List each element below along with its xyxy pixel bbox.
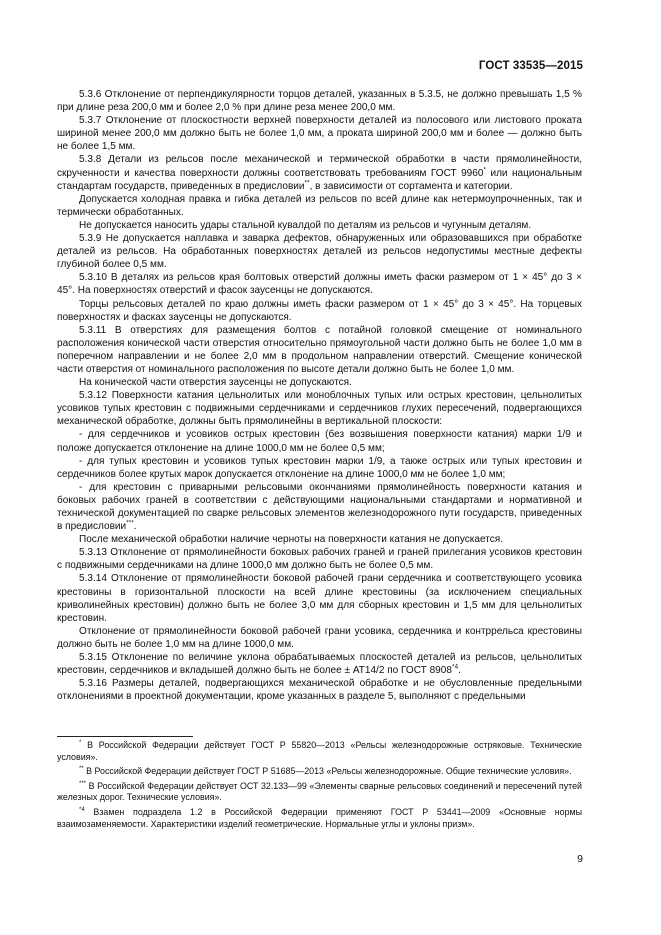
footnote-mark-4: *4 bbox=[79, 807, 85, 813]
document-code-header: ГОСТ 33535—2015 bbox=[478, 60, 583, 72]
footnote-4-text: Взамен подраздела 1.2 в Российской Федерации применяют ГОСТ Р 53441—2009 «Основные нормы взаимозаменяемости. Характеристики изделий геометрические. Нормальные углы и уклоны призм». bbox=[57, 806, 582, 829]
paragraph-5-3-7: 5.3.7 Отклонение от плоскостности верхней поверхности деталей из полосового или листового проката шириной менее 200,0 мм должно быть не более 1,0 мм, а проката шириной 200,0 мм и более — должно быть не более 1,5 мм. bbox=[57, 115, 582, 153]
paragraph-5-3-6: 5.3.6 Отклонение от перпендикулярности торцов деталей, указанных в 5.3.5, не должно превышать 1,5 % при длине реза 200,0 мм и более 2,0 % при длине реза менее 200,0 мм. bbox=[57, 89, 582, 114]
paragraph-5-3-8-part-1: 5.3.8 Детали из рельсов после механической и термической обработки в части прямолинейности, скрученности и качества поверхности должны соответствовать требованиям ГОСТ 9960 bbox=[57, 154, 582, 179]
footnote-divider bbox=[57, 736, 193, 737]
footnote-ref-4: *4 bbox=[451, 663, 459, 671]
footnote-ref-2: ** bbox=[304, 179, 310, 187]
footnote-mark-1: * bbox=[79, 740, 82, 747]
paragraph-no-hammer-strikes: Не допускается наносить удары стальной кувалдой по деталям из рельсов и чугунным деталям. bbox=[79, 219, 532, 231]
paragraph-conical-burrs: На конической части отверстия заусенцы не допускаются. bbox=[79, 377, 352, 389]
footnote-2-text: В Российской Федерации действует ГОСТ Р 51685—2013 «Рельсы железнодорожные. Общие технические условия». bbox=[86, 766, 572, 777]
footnote-mark-2: ** bbox=[79, 766, 84, 773]
paragraph-no-blackness: После механической обработки наличие черноты на поверхности катания не допускается. bbox=[79, 534, 503, 546]
paragraph-5-3-8 bbox=[57, 153, 582, 192]
document-body bbox=[57, 88, 582, 703]
paragraph-5-3-14: 5.3.14 Отклонение от прямолинейности боковой рабочей грани сердечника и соответствующего усовика крестовины в горизонтальной плоскости на всей длине крестовины (за исключением специальных криволинейных крестовин) должно быть не более 3,0 мм для сборных крестовин и 1,5 мм для цельнолитых крестовин. bbox=[57, 573, 582, 624]
footnote-3 bbox=[57, 781, 582, 804]
footnote-4 bbox=[57, 807, 582, 830]
footnote-ref-3: *** bbox=[126, 519, 134, 527]
list-item-blunt-frogs: - для тупых крестовин и усовиков тупых крестовин марки 1/9, а также острых или тупых крестовин и сердечников более крутых марок допускается отклонение на длине 1000,0 мм не более 1,0 мм; bbox=[57, 455, 582, 480]
paragraph-5-3-12: 5.3.12 Поверхности катания цельнолитых или моноблочных тупых или острых крестовин, цельнолитых усовиков тупых крестовин с подвижными сердечниками и сердечников глухих пересечений, подвергающихся механической обработке, должны быть прямолинейны в вертикальной плоскости: bbox=[57, 390, 582, 428]
footnote-mark-3: *** bbox=[79, 780, 87, 787]
paragraph-5-3-15: 5.3.15 Отклонение по величине уклона обрабатываемых плоскостей деталей из рельсов, цельнолитых крестовин, сердечников и вкладышей должно быть не более ± АТ14/2 по ГОСТ 8908$^{*4}$. bbox=[57, 652, 582, 677]
paragraph-5-3-13: 5.3.13 Отклонение от прямолинейности боковых рабочих граней и граней прилегания усовиков крестовин с подвижными сердечниками на длине 1000,0 мм должно быть не более 0,5 мм. bbox=[57, 547, 582, 572]
footnote-1 bbox=[57, 740, 582, 763]
paragraph-5-3-16: 5.3.16 Размеры деталей, подвергающихся механической обработке и не обусловленные предельными отклонениями в проектной документации, кроме указанных в разделе 5, выполняют с предельными bbox=[57, 678, 582, 703]
paragraph-side-face-straightness: Отклонение от прямолинейности боковой рабочей грани усовика, сердечника и контррельса крестовины должно быть не более 1,0 мм на длине 1000,0 мм. bbox=[57, 625, 582, 650]
footnote-ref-1: * bbox=[483, 166, 486, 174]
page-number: 9 bbox=[577, 853, 583, 865]
list-item-welded-frogs-text: - для крестовин с приварными рельсовыми окончаниями прямолинейность поверхности катания и боковых рабочих граней в соответствии с действующими национальными стандартами и нормативной и технической документацией по сварке рельсовых элементов железнодорожного пути государств, приведенных в предисловии bbox=[57, 481, 582, 533]
footnotes bbox=[57, 740, 582, 833]
paragraph-5-3-8-part-2: или национальным стандартам государств, приведенных в предисловии bbox=[57, 167, 582, 192]
paragraph-cold-straightening: Допускается холодная правка и гибка деталей из рельсов по всей длине как нетермоупрочненных, так и термически обработанных. bbox=[57, 193, 582, 218]
list-item-sharp-frogs: - для сердечников и усовиков острых крестовин (без возвышения поверхности катания) марки 1/9 и положе допускается отклонение на длине 1000,0 мм не более 0,5 мм; bbox=[57, 429, 582, 454]
paragraph-5-3-10: 5.3.10 В деталях из рельсов края болтовых отверстий должны иметь фаски размером от 1 × 45° до 3 × 45°. На поверхностях отверстий и фасок заусенцы не допускаются. bbox=[57, 272, 582, 297]
list-item-welded-frogs: - для крестовин с приварными рельсовыми окончаниями прямолинейность поверхности катания и боковых рабочих граней в соответствии с действующими национальными стандартами и нормативной и технической документацией по сварке рельсовых элементов железнодорожного пути государств, приведенных в предисловии***. bbox=[57, 481, 582, 533]
footnote-3-text: В Российской Федерации действует ОСТ 32.133—99 «Элементы сварные рельсовых соединений и пересечений путей железных дорог. Технические условия». bbox=[57, 780, 583, 803]
paragraph-5-3-15-text: 5.3.15 Отклонение по величине уклона обрабатываемых плоскостей деталей из рельсов, цельнолитых крестовин, сердечников и вкладышей должно быть не более ± АТ14/2 по ГОСТ 8908 bbox=[57, 652, 582, 677]
paragraph-5-3-11: 5.3.11 В отверстиях для размещения болтов с потайной головкой смещение от номинального расположения конической части отверстия относительно прямоугольной части должно быть не более 1,0 мм в поперечном направлении и не более 2,0 мм в продольном направлении отверстий. Смещение конической части отверстия от номинального расположения по высоте детали должно быть не более 1,0 мм. bbox=[57, 324, 582, 375]
paragraph-5-3-8-part-3: , в зависимости от сортамента и категории. bbox=[309, 180, 513, 192]
footnote-2 bbox=[57, 766, 582, 778]
paragraph-end-chamfers: Торцы рельсовых деталей по краю должны иметь фаски размером от 1 × 45° до 3 × 45°. На торцевых поверхностях и фасках заусенцы не допускаются. bbox=[57, 298, 582, 323]
footnote-1-text: В Российской Федерации действует ГОСТ Р 55820—2013 «Рельсы железнодорожные остряковые. Технические условия». bbox=[57, 740, 582, 762]
paragraph-5-3-9: 5.3.9 Не допускается наплавка и заварка дефектов, обнаруженных или образовавшихся при обработке деталей из рельсов. На обработанных поверхностях деталей из рельсов недопустимы местные дефекты глубиной более 0,5 мм. bbox=[57, 233, 582, 271]
